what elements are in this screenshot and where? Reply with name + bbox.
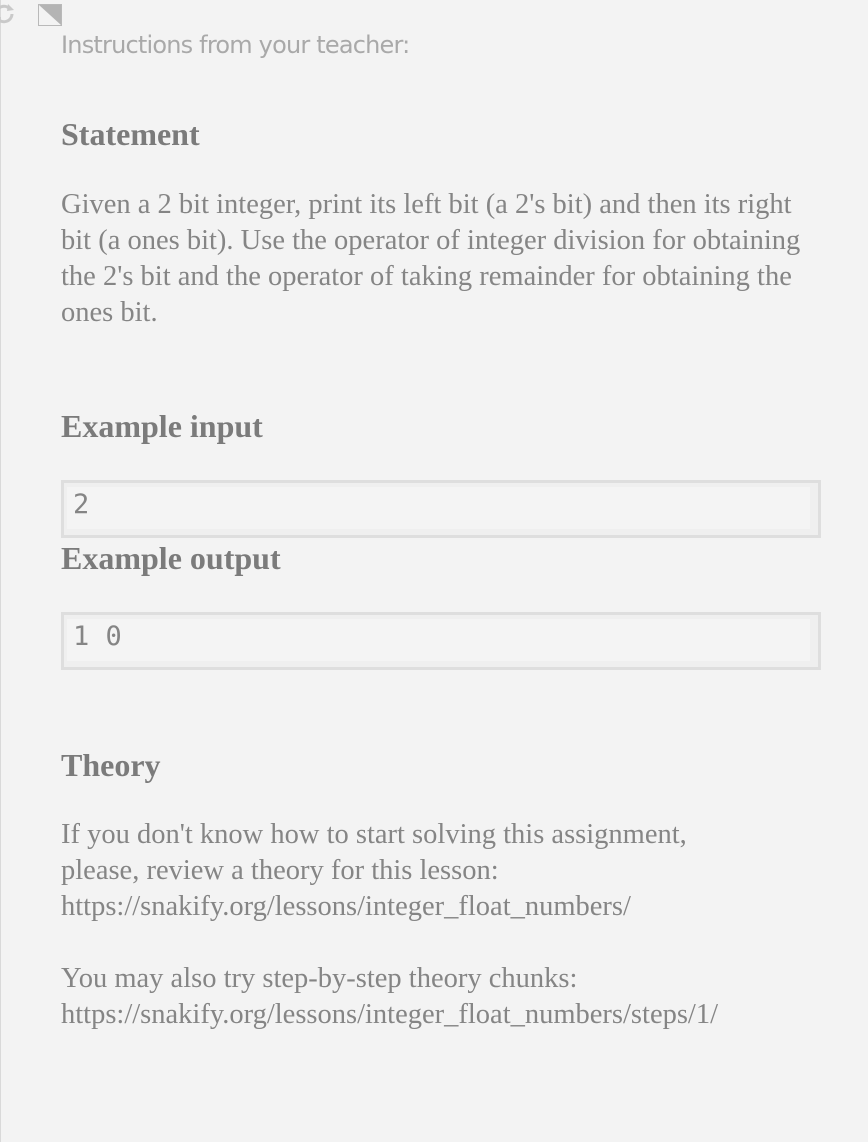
example-input-value[interactable]: 2 [73, 489, 90, 520]
refresh-icon[interactable] [0, 2, 16, 26]
theory-paragraph-1 [61, 817, 821, 925]
theory-line-2: please, review a theory for this lesson: [61, 855, 499, 886]
example-output-box-inner [67, 619, 810, 661]
example-output-box[interactable] [61, 612, 821, 670]
example-output-value[interactable]: 1 0 [73, 621, 122, 652]
statement-text: Given a 2 bit integer, print its left bit (a 2's bit) and then its right bit (a ones bit). Use the operator of integer division for obtaining the 2's bit and the operator of taking remainder for obtaining the ones bit. [61, 189, 801, 328]
theory-paragraph-2 [61, 961, 821, 1033]
panel-left-border [0, 0, 1, 1142]
theory-heading: Theory [61, 747, 161, 783]
example-input-box-inner [67, 487, 810, 529]
theory-steps-link[interactable]: https://snakify.org/lessons/integer_float_numbers/steps/1/ [61, 999, 719, 1030]
panel-controls [0, 0, 70, 30]
collapse-corner-icon[interactable] [38, 4, 62, 26]
theory-line-1: If you don't know how to start solving this assignment, [61, 819, 687, 850]
statement-heading: Statement [61, 116, 200, 152]
example-input-heading: Example input [61, 408, 263, 444]
example-input-box[interactable] [61, 480, 821, 538]
theory-lesson-link[interactable]: https://snakify.org/lessons/integer_float_numbers/ [61, 891, 631, 922]
example-output-heading: Example output [61, 540, 281, 576]
theory-line-3: You may also try step-by-step theory chunks: [61, 963, 578, 994]
instructions-header: Instructions from your teacher: [61, 31, 410, 59]
